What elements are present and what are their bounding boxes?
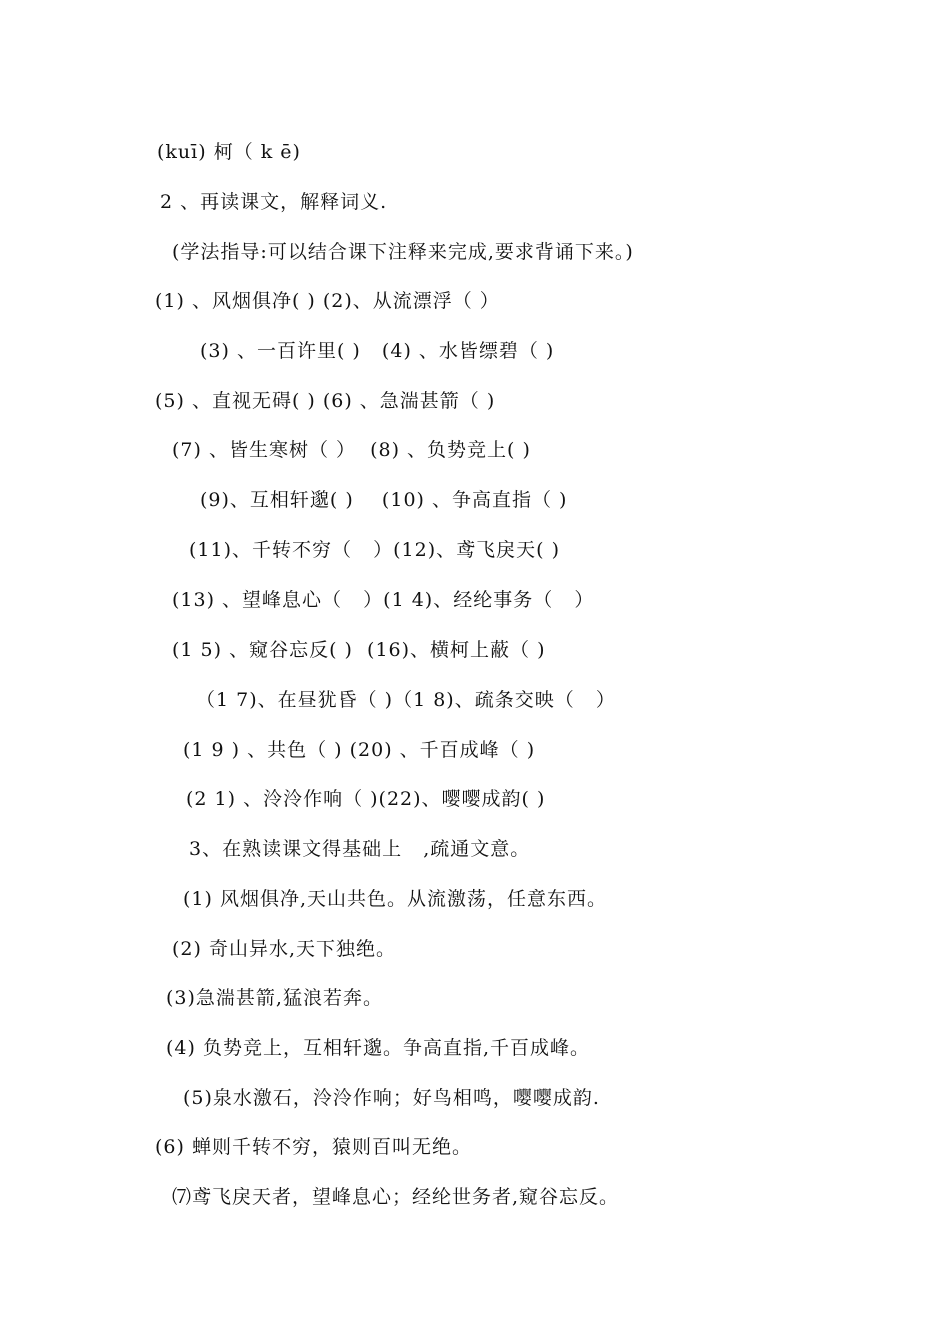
vocab-line: (11)、千转不穷（ ）(12)、鸢飞戾天( ) <box>189 539 560 561</box>
section-heading-3: 3、在熟读课文得基础上 ,疏通文意。 <box>189 838 531 860</box>
translation-line: ⑺鸢飞戾天者，望峰息心；经纶世务者,窥谷忘反。 <box>172 1186 620 1208</box>
section-heading-2: 2 、再读课文，解释词义. <box>160 191 388 213</box>
vocab-line: (1) 、风烟俱净( ) (2)、从流漂浮（ ） <box>155 290 500 312</box>
translation-line: (6) 蝉则千转不穷，猿则百叫无绝。 <box>155 1136 472 1158</box>
translation-line: (4) 负势竞上，互相轩邈。争高直指,千百成峰。 <box>166 1037 590 1059</box>
vocab-line: (1 9 ) 、共色（ ) (20) 、千百成峰（ ) <box>183 739 536 761</box>
vocab-line: (9)、互相轩邈( ) (10) 、争高直指（ ) <box>200 489 568 511</box>
translation-line: (1) 风烟俱净,天山共色。从流激荡，任意东西。 <box>183 888 607 910</box>
translation-line: (3)急湍甚箭,猛浪若奔。 <box>166 987 383 1009</box>
vocab-line: (1 5) 、窥谷忘反( ) (16)、横柯上蔽（ ) <box>172 639 546 661</box>
vocab-line: (2 1) 、泠泠作响（ )(22)、嘤嘤成韵( ) <box>186 788 546 810</box>
vocab-line: (3) 、一百许里( ) (4) 、水皆缥碧（ ) <box>200 340 555 362</box>
study-tip: (学法指导:可以结合课下注释来完成,要求背诵下来。) <box>172 241 634 263</box>
vocab-line: (5) 、直视无碍( ) (6) 、急湍甚箭（ ) <box>155 390 496 412</box>
vocab-line: (13) 、望峰息心（ ）(1 4)、经纶事务（ ） <box>172 589 595 611</box>
text-line: (kuī) 柯（ k ē) <box>157 141 301 163</box>
translation-line: (5)泉水激石，泠泠作响；好鸟相鸣，嘤嘤成韵. <box>183 1087 600 1109</box>
vocab-line: （1 7)、在昼犹昏（ )（1 8)、疏条交映（ ） <box>196 689 616 711</box>
translation-line: (2) 奇山异水,天下独绝。 <box>172 938 396 960</box>
vocab-line: (7) 、皆生寒树（ ） (8) 、负势竞上( ) <box>172 439 531 461</box>
